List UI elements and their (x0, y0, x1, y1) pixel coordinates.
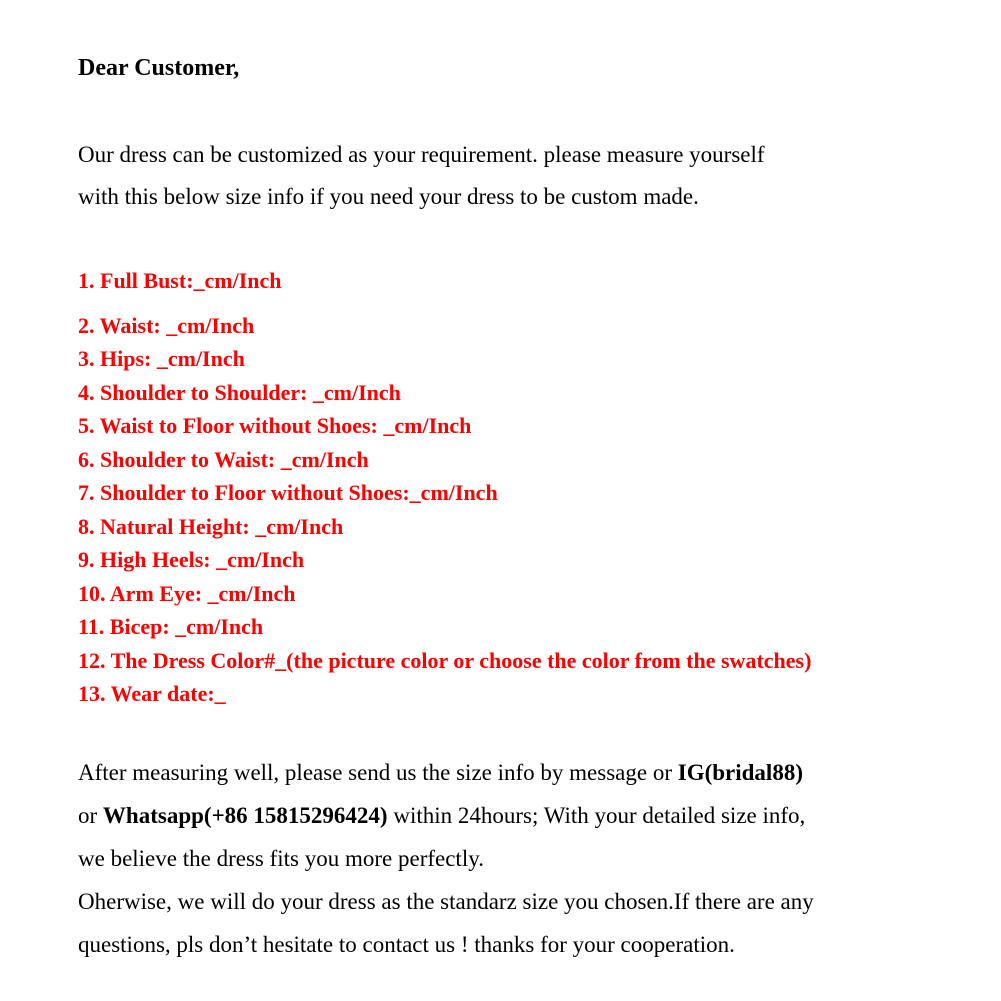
measurement-item-shoulder-to-floor: 7. Shoulder to Floor without Shoes:_cm/Inch (78, 480, 498, 505)
closing-paragraph (78, 751, 961, 966)
measurement-item-dress-color: 12. The Dress Color#_(the picture color or choose the color from the swatches) (78, 647, 812, 673)
intro-paragraph (78, 134, 961, 218)
closing-line-3: we believe the dress fits you more perfectly. (78, 845, 484, 871)
closing-line-5: questions, pls don’t hesitate to contact us ! thanks for your cooperation. (78, 931, 735, 957)
closing-line-2-pre: or (78, 802, 103, 828)
closing-line-2-post: within 24hours; With your detailed size info, (387, 802, 806, 828)
measurement-item-wear-date: 13. Wear date:_ (78, 681, 226, 706)
measurement-item-high-heels: 9. High Heels: _cm/Inch (78, 547, 305, 572)
measurement-item-waist-to-floor: 5. Waist to Floor without Shoes: _cm/Inch (78, 413, 472, 438)
whatsapp-contact: Whatsapp(+86 15815296424) (102, 802, 388, 828)
intro-line-1: Our dress can be customized as your requirement. please measure yourself (78, 142, 765, 167)
measurement-item-shoulder-to-shoulder: 4. Shoulder to Shoulder: _cm/Inch (78, 379, 401, 405)
closing-line-4: Oherwise, we will do your dress as the standarz size you chosen.If there are any (78, 888, 814, 914)
measurement-item-hips: 3. Hips: _cm/Inch (78, 346, 245, 371)
closing-line-1 (78, 751, 961, 794)
closing-line-1-text: After measuring well, please send us the size info by message or (78, 759, 678, 785)
measurement-item-bicep: 11. Bicep: _cm/Inch (78, 614, 264, 639)
closing-line-2 (78, 794, 961, 837)
measurement-item-full-bust: 1. Full Bust:_cm/Inch (78, 268, 282, 293)
measurement-item-waist: 2. Waist: _cm/Inch (78, 312, 255, 338)
measurement-item-arm-eye: 10. Arm Eye: _cm/Inch (78, 580, 296, 606)
measurement-item-shoulder-to-waist: 6. Shoulder to Waist: _cm/Inch (78, 446, 369, 472)
intro-line-2: with this below size info if you need your dress to be custom made. (78, 184, 699, 209)
measurement-item-natural-height: 8. Natural Height: _cm/Inch (78, 513, 344, 539)
greeting-heading: Dear Customer, (78, 55, 240, 81)
instagram-contact: IG(bridal88) (677, 759, 803, 785)
measurement-list (78, 264, 961, 711)
